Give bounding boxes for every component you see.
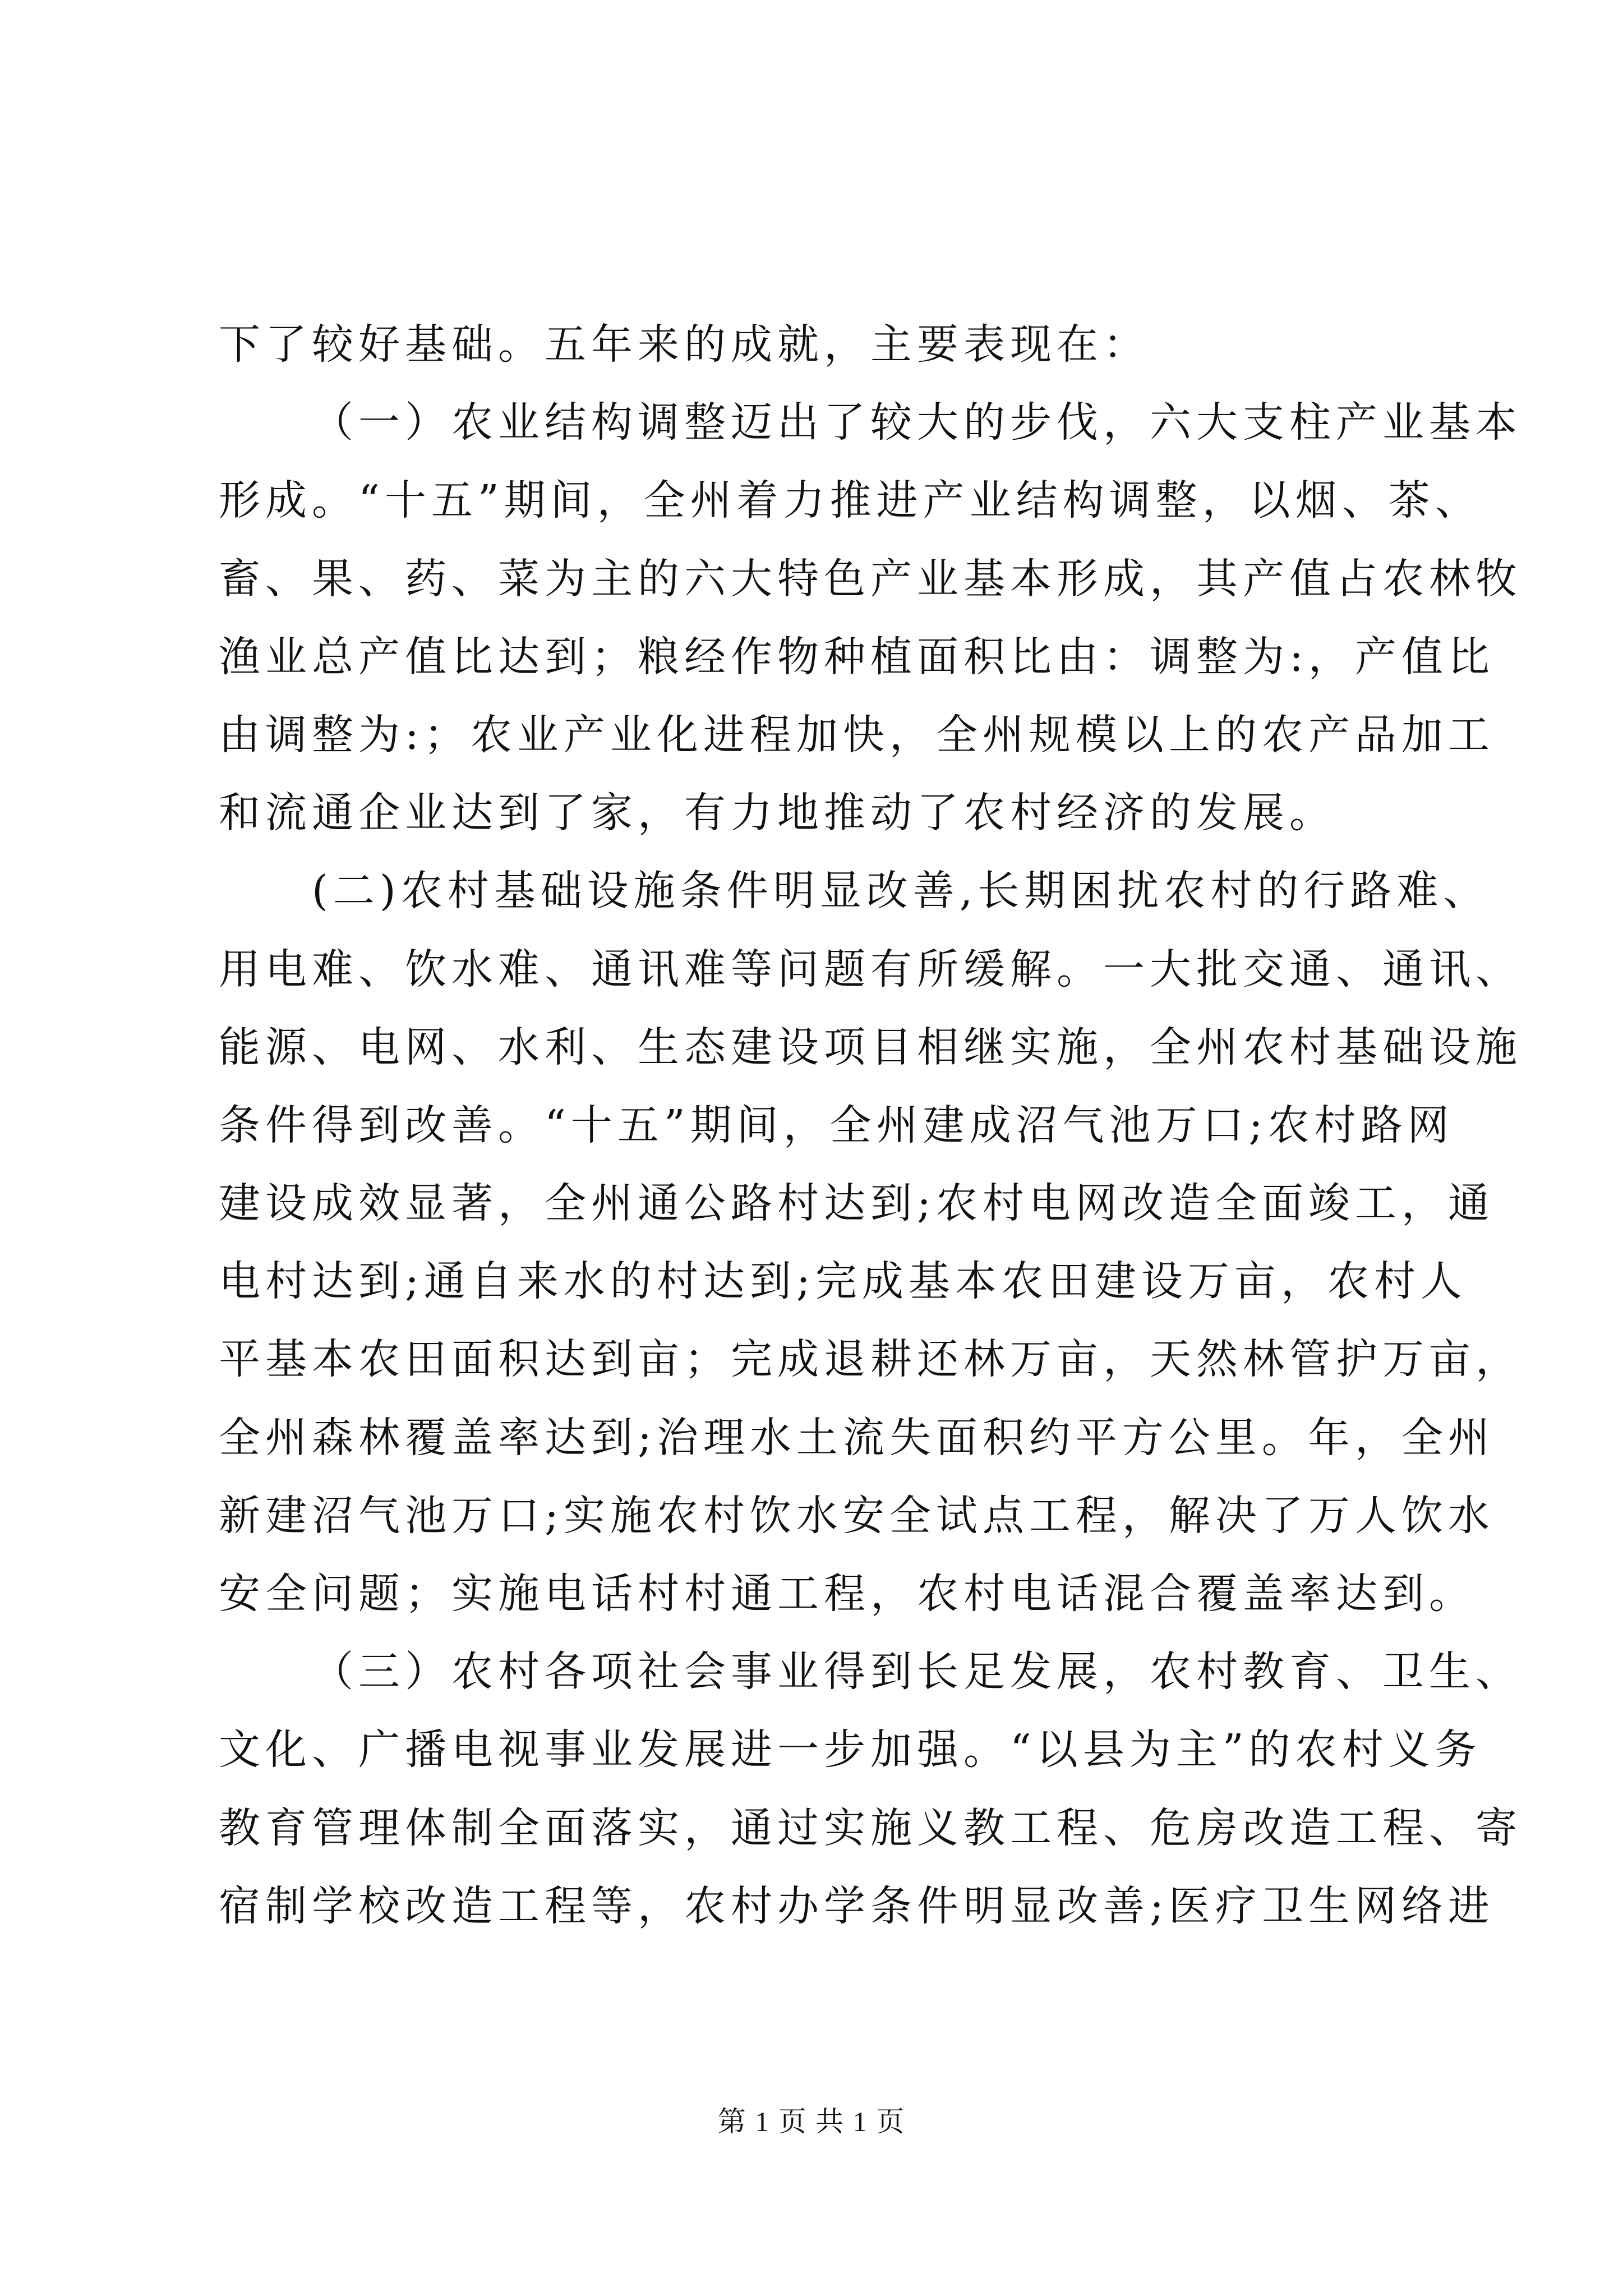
text-line: (二)农村基础设施条件明显改善,长期困扰农村的行路难、 [312,867,1490,915]
text-line: 条件得到改善。“十五”期间，全州建成沼气池万口;农村路网 [219,1101,1454,1149]
text-line: 形成。“十五”期间，全州着力推进产业结构调整，以烟、茶、 [219,476,1482,525]
text-line: 全州森林覆盖率达到;治理水土流失面积约平方公里。年，全州 [219,1413,1495,1462]
document-body [219,306,1522,1945]
text-line: 宿制学校改造工程等，农村办学条件明显改善;医疗卫生网络进 [219,1881,1495,1930]
text-line: 能源、电网、水利、生态建设项目相继实施，全州农村基础设施 [219,1023,1522,1071]
text-line: 建设成效显著，全州通公路村达到;农村电网改造全面竣工，通 [219,1179,1495,1228]
text-line: 渔业总产值比达到；粮经作物种植面积比由：调整为:，产值比 [219,632,1495,681]
text-line: 文化、广播电视事业发展进一步加强。“以县为主”的农村义务 [219,1726,1482,1774]
text-line: （一）农业结构调整迈出了较大的步伐，六大支柱产业基本 [312,398,1522,447]
text-line: 用电难、饮水难、通讯难等问题有所缓解。一大批交通、通讯、 [219,945,1522,993]
text-line: 平基本农田面积达到亩；完成退耕还林万亩，天然林管护万亩， [219,1335,1522,1384]
text-line: 下了较好基础。五年来的成就，主要表现在： [219,320,1150,369]
text-line: 和流通企业达到了家，有力地推动了农村经济的发展。 [219,789,1336,838]
page-footer: 第 1 页 共 1 页 [717,2106,906,2137]
text-line: 教育管理体制全面落实，通过实施义教工程、危房改造工程、寄 [219,1803,1522,1852]
text-line: （三）农村各项社会事业得到长足发展，农村教育、卫生、 [312,1648,1522,1696]
text-line: 由调整为:；农业产业化进程加快，全州规模以上的农产品加工 [219,710,1495,759]
text-line: 电村达到;通自来水的村达到;完成基本农田建设万亩，农村人 [219,1257,1467,1306]
text-line: 畜、果、药、菜为主的六大特色产业基本形成，其产值占农林牧 [219,554,1522,603]
text-line: 新建沼气池万口;实施农村饮水安全试点工程，解决了万人饮水 [219,1491,1495,1540]
text-line: 安全问题；实施电话村村通工程，农村电话混合覆盖率达到。 [219,1570,1476,1618]
